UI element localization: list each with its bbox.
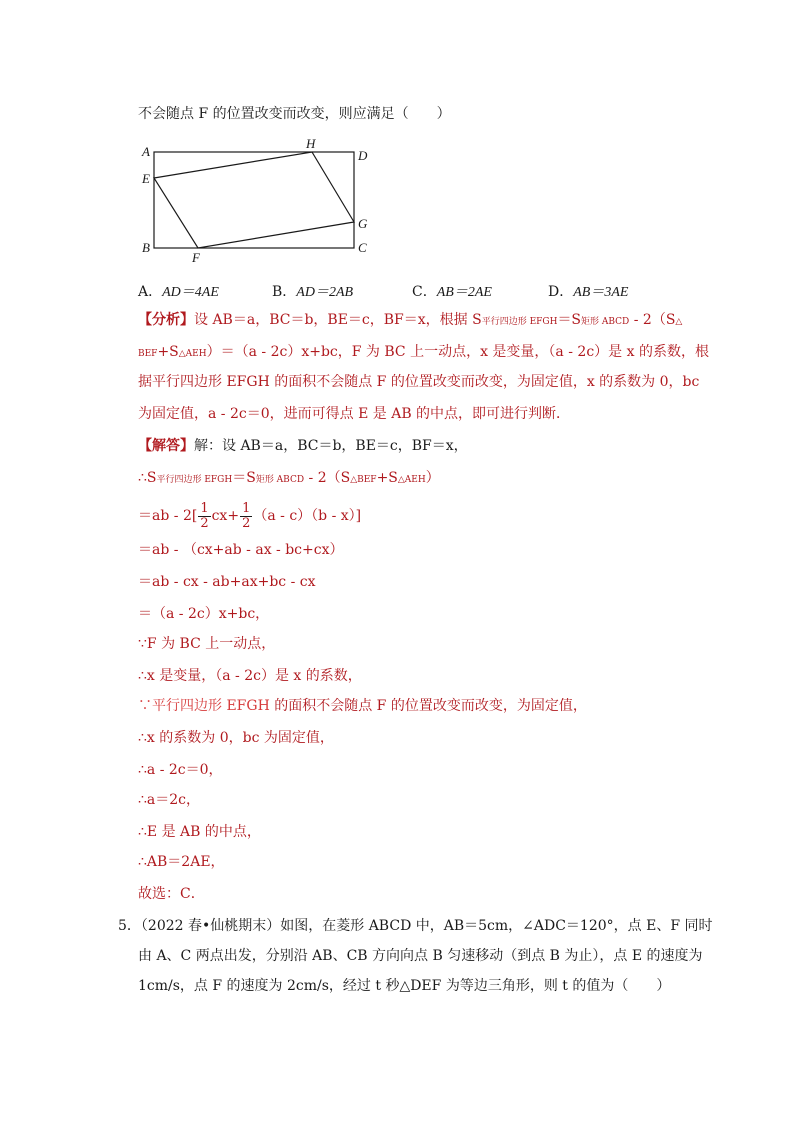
solution-line-1: 【解答】解：设 AB＝a，BC＝b，BE＝c，BF＝x，: [138, 438, 468, 454]
option-d: D．AB＝3AE: [548, 284, 629, 300]
option-b: B．AD＝2AB: [272, 284, 354, 300]
solution-line-13: ∴E 是 AB 的中点，: [138, 824, 261, 840]
solution-line-5: ＝ab - cx - ab+ax+bc - cx: [138, 574, 316, 590]
solution-line-3: ＝ab - 2[ $\frac{1}{2}$ cx+ $\frac{1}{2}$ （a - c）（b - x）]: [138, 500, 362, 531]
fraction-one-half: $\frac{1}{2}$: [200, 500, 209, 531]
solution-line-7: ∵F 为 BC 上一动点，: [138, 636, 276, 652]
analysis-line-4: 为固定值，a - 2c＝0，进而可得点 E 是 AB 的中点，即可进行判断．: [138, 406, 571, 422]
label-b: B: [142, 240, 150, 255]
label-h: H: [306, 136, 316, 151]
solution-line-2: ∴S平行四边形 EFGH＝S矩形 ABCD - 2（S△BEF+S△AEH）: [138, 470, 440, 486]
solution-line-9: ∵平行四边形 EFGH 的面积不会随点 F 的位置改变而改变，为固定值，: [138, 698, 587, 714]
analysis-line-2: BEF+S△AEH）＝（a - 2c）x+bc，F 为 BC 上一动点，x 是变量，（a - 2c）是 x 的系数，根: [138, 344, 709, 360]
rectangle-abcd: [154, 152, 354, 248]
label-f: F: [192, 250, 200, 265]
geometry-figure: [138, 136, 370, 266]
solution-line-12: ∴a＝2c，: [138, 792, 201, 808]
label-a: A: [142, 144, 150, 159]
label-c: C: [358, 240, 367, 255]
fraction-one-half: $\frac{1}{2}$: [242, 500, 251, 531]
solution-line-11: ∴a - 2c＝0，: [138, 762, 223, 778]
question-5-line-3: 1cm/s，点 F 的速度为 2cm/s，经过 t 秒△DEF 为等边三角形，则 t 的值为（ ）: [138, 978, 671, 994]
solution-line-14: ∴AB＝2AE，: [138, 854, 225, 870]
label-d: D: [358, 148, 368, 163]
solution-line-6: ＝（a - 2c）x+bc，: [138, 606, 270, 622]
solution-line-4: ＝ab - （cx+ab - ax - bc+cx）: [138, 542, 344, 558]
analysis-line-3: 据平行四边形 EFGH 的面积不会随点 F 的位置改变而改变，为固定值，x 的系数为 0，bc: [138, 374, 700, 390]
analysis-tag: 【分析】: [138, 312, 194, 328]
question-intro: 不会随点 F 的位置改变而改变，则应满足（ ）: [138, 106, 451, 122]
solution-tag: 【解答】: [138, 438, 194, 454]
solution-line-8: ∴x 是变量，（a - 2c）是 x 的系数，: [138, 668, 362, 684]
parallelogram-efgh: [154, 152, 354, 248]
label-g: G: [358, 216, 368, 231]
question-5-line-1: 5．（2022 春•仙桃期末）如图，在菱形 ABCD 中，AB＝5cm，∠ADC＝120°，点 E、F 同时: [118, 918, 713, 934]
option-a: A．AD＝4AE: [138, 284, 219, 300]
label-e: E: [142, 171, 150, 186]
analysis-line-1: 【分析】设 AB＝a，BC＝b，BE＝c，BF＝x，根据 S平行四边形 EFGH＝S矩形 ABCD - 2（S△: [138, 312, 683, 328]
option-c: C．AB＝2AE: [412, 284, 492, 300]
solution-line-10: ∴x 的系数为 0，bc 为固定值，: [138, 730, 334, 746]
question-5-line-2: 由 A、C 两点出发，分别沿 AB、CB 方向向点 B 匀速移动（到点 B 为止），点 E 的速度为: [138, 948, 703, 964]
solution-line-15: 故选：C．: [138, 886, 205, 902]
